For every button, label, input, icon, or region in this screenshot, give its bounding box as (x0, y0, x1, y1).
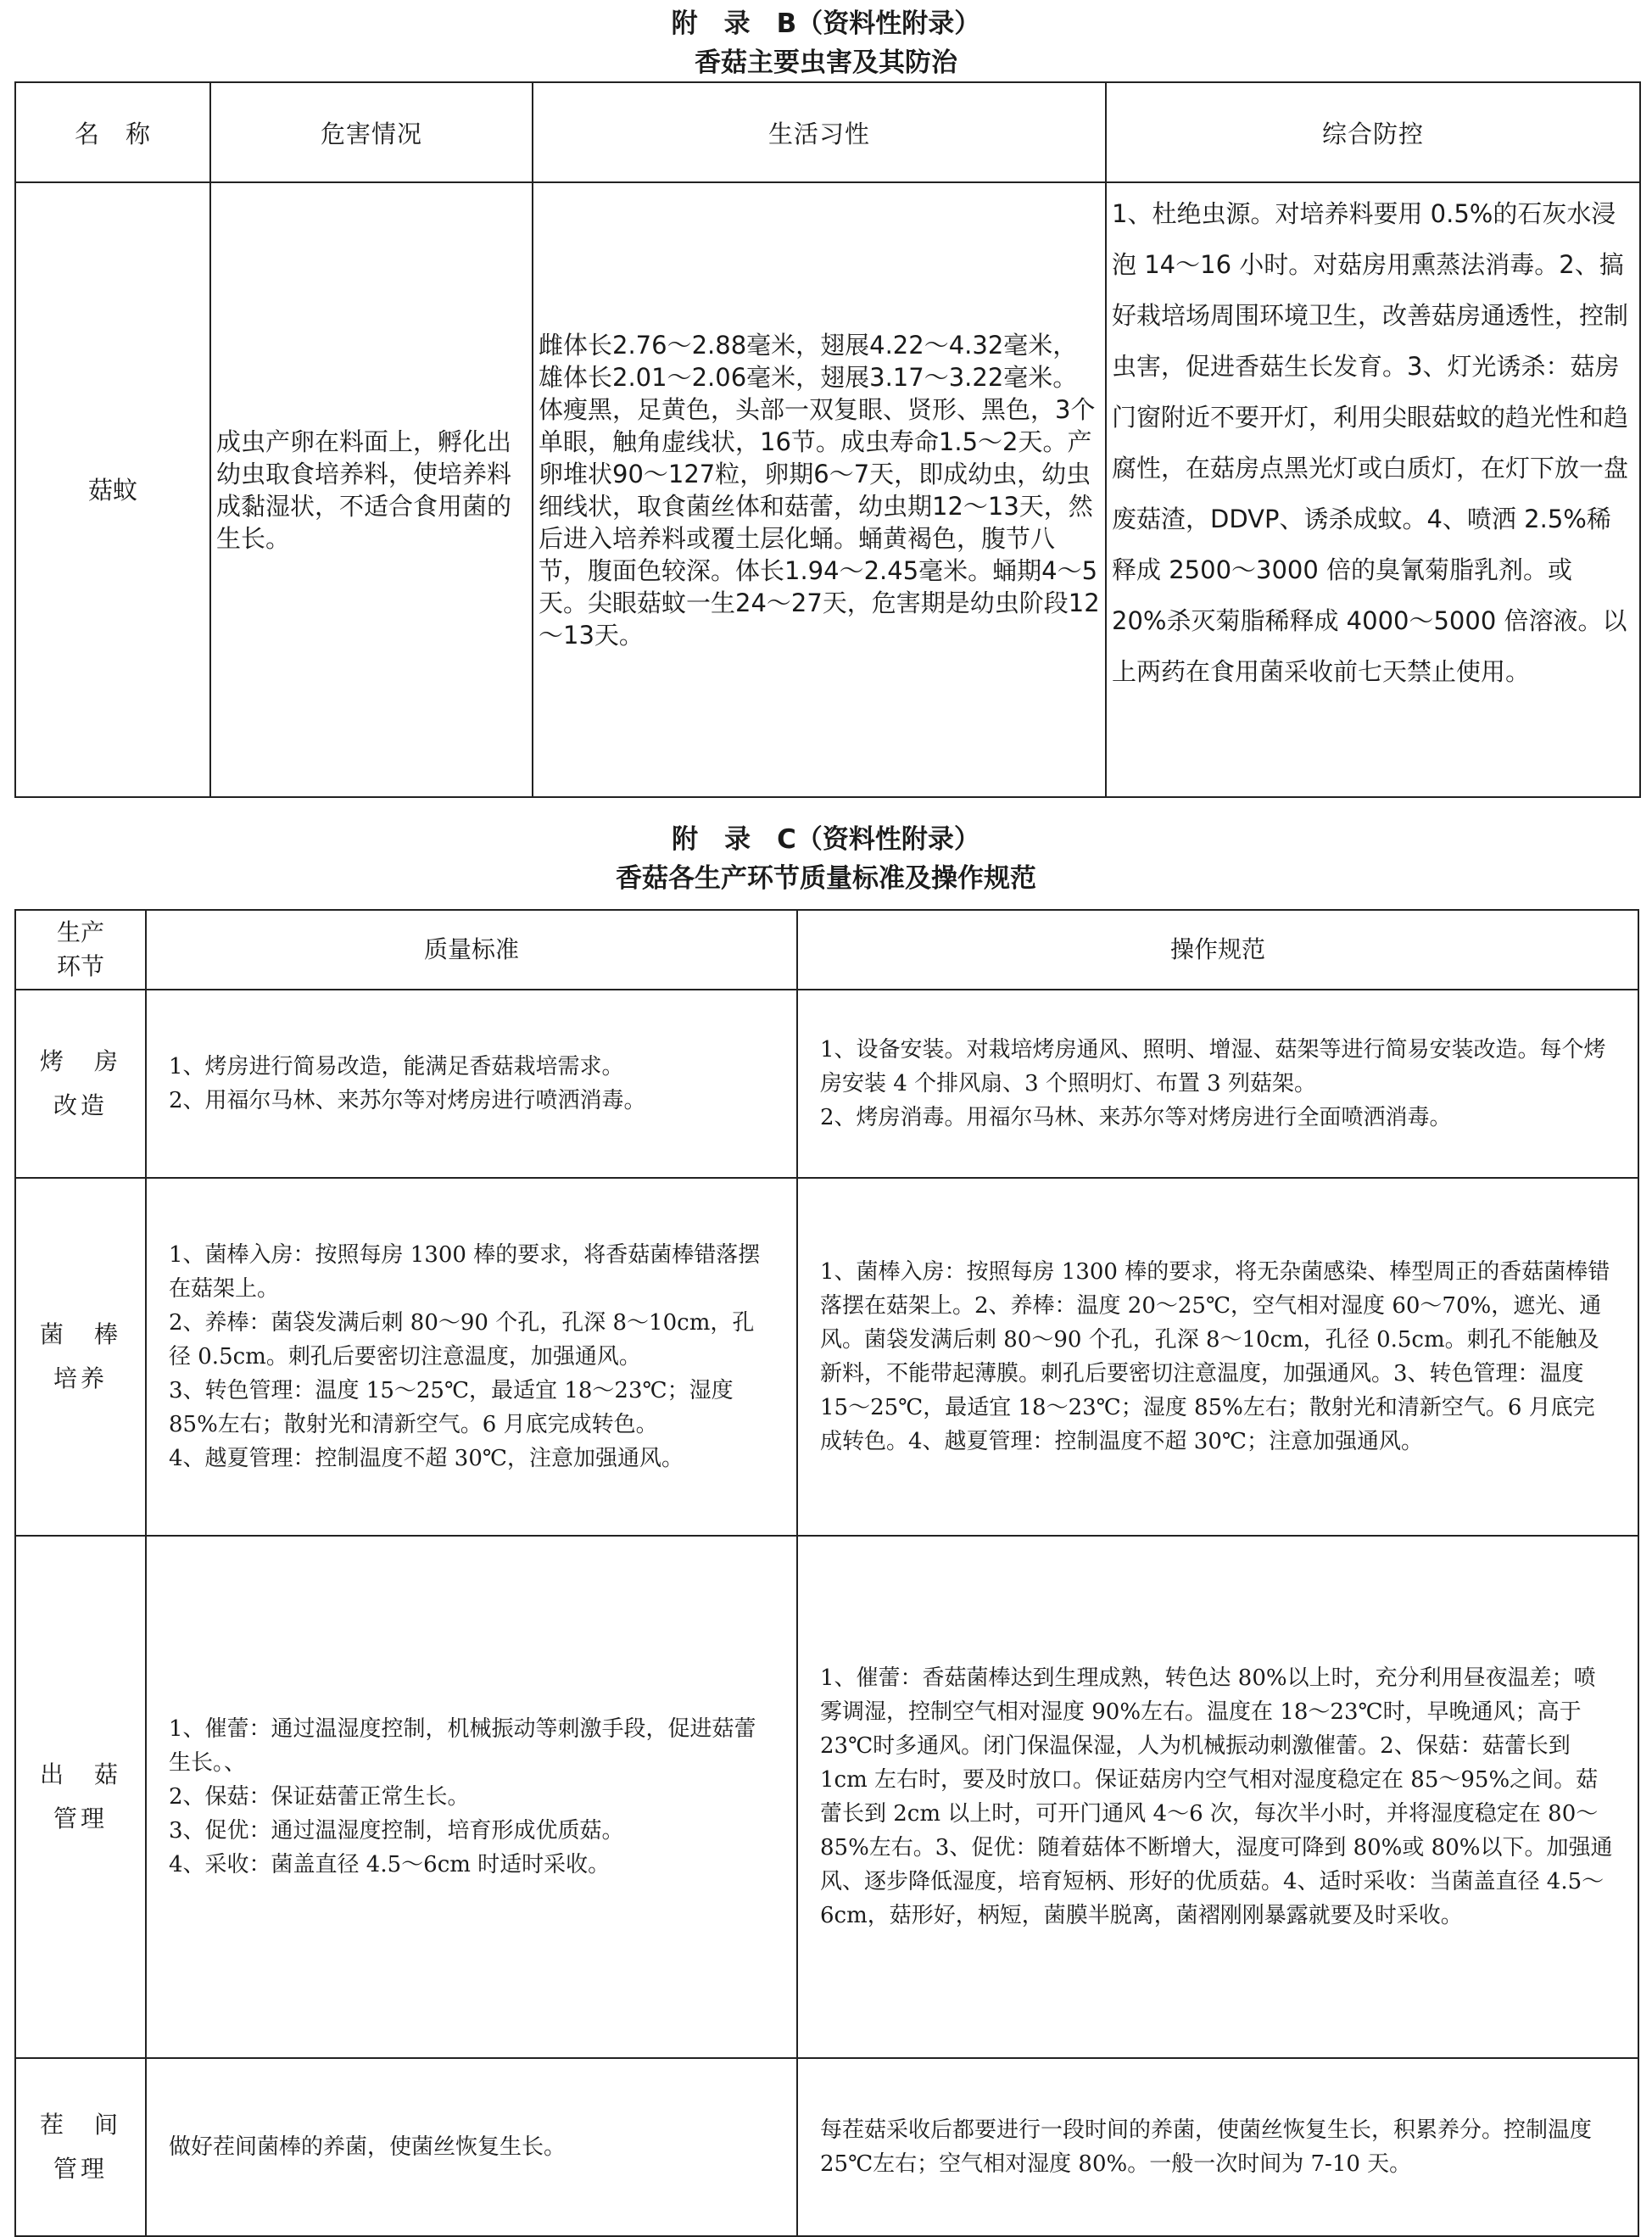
appendix-b-title: 附 录 B（资料性附录） (671, 8, 981, 39)
operation-cell: 1、菌棒入房：按照每房 1300 棒的要求，将无杂菌感染、棒型周正的香菇菌棒错落摆在菇架上。2、养棒：温度 20～25℃，空气相对湿度 60～70%，遮光、通风。菌袋发满后刺 80～90 个孔，孔深 8～10cm，孔径 0.5cm。刺孔不能触及新料，不能带起薄膜。刺孔后要密切注意温度，加强通风。3、转色管理：温度 15～25℃，最适宜 18～23℃；湿度 85%左右；散射光和清新空气。6 月底完成转色。4、越夏管理：控制温度不超 30℃；注意加强通风。 (797, 1178, 1638, 1536)
pest-habit: 雌体长2.76～2.88毫米，翅展4.22～4.32毫米，雄体长2.01～2.06毫米，翅展3.17～3.22毫米。体瘦黑，足黄色，头部一双复眼、贤形、黑色，3个单眼，触角虚线状，16节。成虫寿命1.5～2天。产卵堆状90～127粒，卵期6～7天，即成幼虫，幼虫细线状，取食菌丝体和菇蕾，幼虫期12～13天，然后进入培养料或覆土层化蛹。蛹黄褐色，腹节八节，腹面色较深。体长1.94～2.45毫米。蛹期4～5天。尖眼菇蚊一生24～27天，危害期是幼虫阶段12～13天。 (533, 182, 1106, 797)
standard-cell: 1、烤房进行简易改造，能满足香菇栽培需求。 2、用福尔马林、来苏尔等对烤房进行喷洒消毒。 (146, 990, 797, 1178)
standard-cell: 1、催蕾：通过温湿度控制，机械振动等刺激手段，促进菇蕾生长。、 2、保菇：保证菇蕾正常生长。 3、促优：通过温湿度控制，培育形成优质菇。 4、采收：菌盖直径 4.5～6cm 时适时采收。 (146, 1536, 797, 2058)
table-row (15, 990, 1638, 1178)
appendix-c-title: 附 录 C（资料性附录） (672, 824, 980, 855)
table-row (15, 2058, 1638, 2236)
operation-cell: 1、催蕾：香菇菌棒达到生理成熟，转色达 80%以上时，充分利用昼夜温差；喷雾调湿，控制空气相对湿度 90%左右。温度在 18～23℃时，早晚通风；高于 23℃时多通风。闭门保温保湿，人为机械振动刺激催蕾。2、保菇：菇蕾长到 1cm 左右时，要及时放口。保证菇房内空气相对湿度稳定在 85～95%之间。菇蕾长到 2cm 以上时，可开门通风 4～6 次，每次半小时，并将湿度稳定在 80～85%左右。3、促优：随着菇体不断增大，湿度可降到 80%或 80%以下。加强通风、逐步降低湿度，培育短柄、形好的优质菇。4、适时采收：当菌盖直径 4.5～6cm，菇形好，柄短，菌膜半脱离，菌褶刚刚暴露就要及时采收。 (797, 1536, 1638, 2058)
pest-name: 菇蚊 (15, 182, 210, 797)
production-standards-table (14, 909, 1639, 2237)
table-row (15, 1536, 1638, 2058)
table-row (15, 182, 1640, 797)
pest-control: 1、杜绝虫源。对培养料要用 0.5%的石灰水浸泡 14～16 小时。对菇房用熏蒸法消毒。2、搞好栽培场周围环境卫生，改善菇房通透性，控制虫害，促进香菇生长发育。3、灯光诱杀：菇房门窗附近不要开灯，利用尖眼菇蚊的趋光性和趋腐性，在菇房点黑光灯或白质灯，在灯下放一盘废菇渣，DDVP、诱杀成蚊。4、喷洒 2.5%稀释成 2500～3000 倍的臭氰菊脂乳剂。或 20%杀灭菊脂稀释成 4000～5000 倍溶液。以上两药在食用菌采收前七天禁止使用。 (1106, 182, 1640, 797)
table-row (15, 1178, 1638, 1536)
appendix-c-subtitle: 香菇各生产环节质量标准及操作规范 (616, 863, 1036, 894)
operation-cell: 1、设备安装。对栽培烤房通风、照明、增湿、菇架等进行简易安装改造。每个烤房安装 4 个排风扇、3 个照明灯、布置 3 列菇架。 2、烤房消毒。用福尔马林、来苏尔等对烤房进行全面喷洒消毒。 (797, 990, 1638, 1178)
header-harm: 危害情况 (210, 82, 533, 182)
standard-cell: 做好茬间菌棒的养菌，使菌丝恢复生长。 (146, 2058, 797, 2236)
table-header-row (15, 910, 1638, 990)
header-habit: 生活习性 (533, 82, 1106, 182)
header-stage: 生产 环节 (15, 910, 146, 990)
header-standard: 质量标准 (146, 910, 797, 990)
operation-cell: 每茬菇采收后都要进行一段时间的养菌，使菌丝恢复生长，积累养分。控制温度 25℃左右；空气相对湿度 80%。一般一次时间为 7-10 天。 (797, 2058, 1638, 2236)
pest-harm: 成虫产卵在料面上，孵化出幼虫取食培养料，使培养料成黏湿状，不适合食用菌的生长。 (210, 182, 533, 797)
standard-cell: 1、菌棒入房：按照每房 1300 棒的要求，将香菇菌棒错落摆在菇架上。 2、养棒：菌袋发满后刺 80～90 个孔，孔深 8～10cm，孔径 0.5cm。刺孔后要密切注意温度，加强通风。 3、转色管理：温度 15～25℃，最适宜 18～23℃；湿度 85%左右；散射光和清新空气。6 月底完成转色。 4、越夏管理：控制温度不超 30℃，注意加强通风。 (146, 1178, 797, 1536)
stage-cell: 茬 间 管理 (15, 2058, 146, 2236)
stage-cell: 出 菇 管理 (15, 1536, 146, 2058)
appendix-b-subtitle: 香菇主要虫害及其防治 (695, 47, 957, 78)
header-control: 综合防控 (1106, 82, 1640, 182)
stage-cell: 菌 棒 培养 (15, 1178, 146, 1536)
pest-control-table (14, 81, 1641, 798)
header-operation: 操作规范 (797, 910, 1638, 990)
stage-cell: 烤 房 改造 (15, 990, 146, 1178)
header-name: 名 称 (15, 82, 210, 182)
table-header-row (15, 82, 1640, 182)
